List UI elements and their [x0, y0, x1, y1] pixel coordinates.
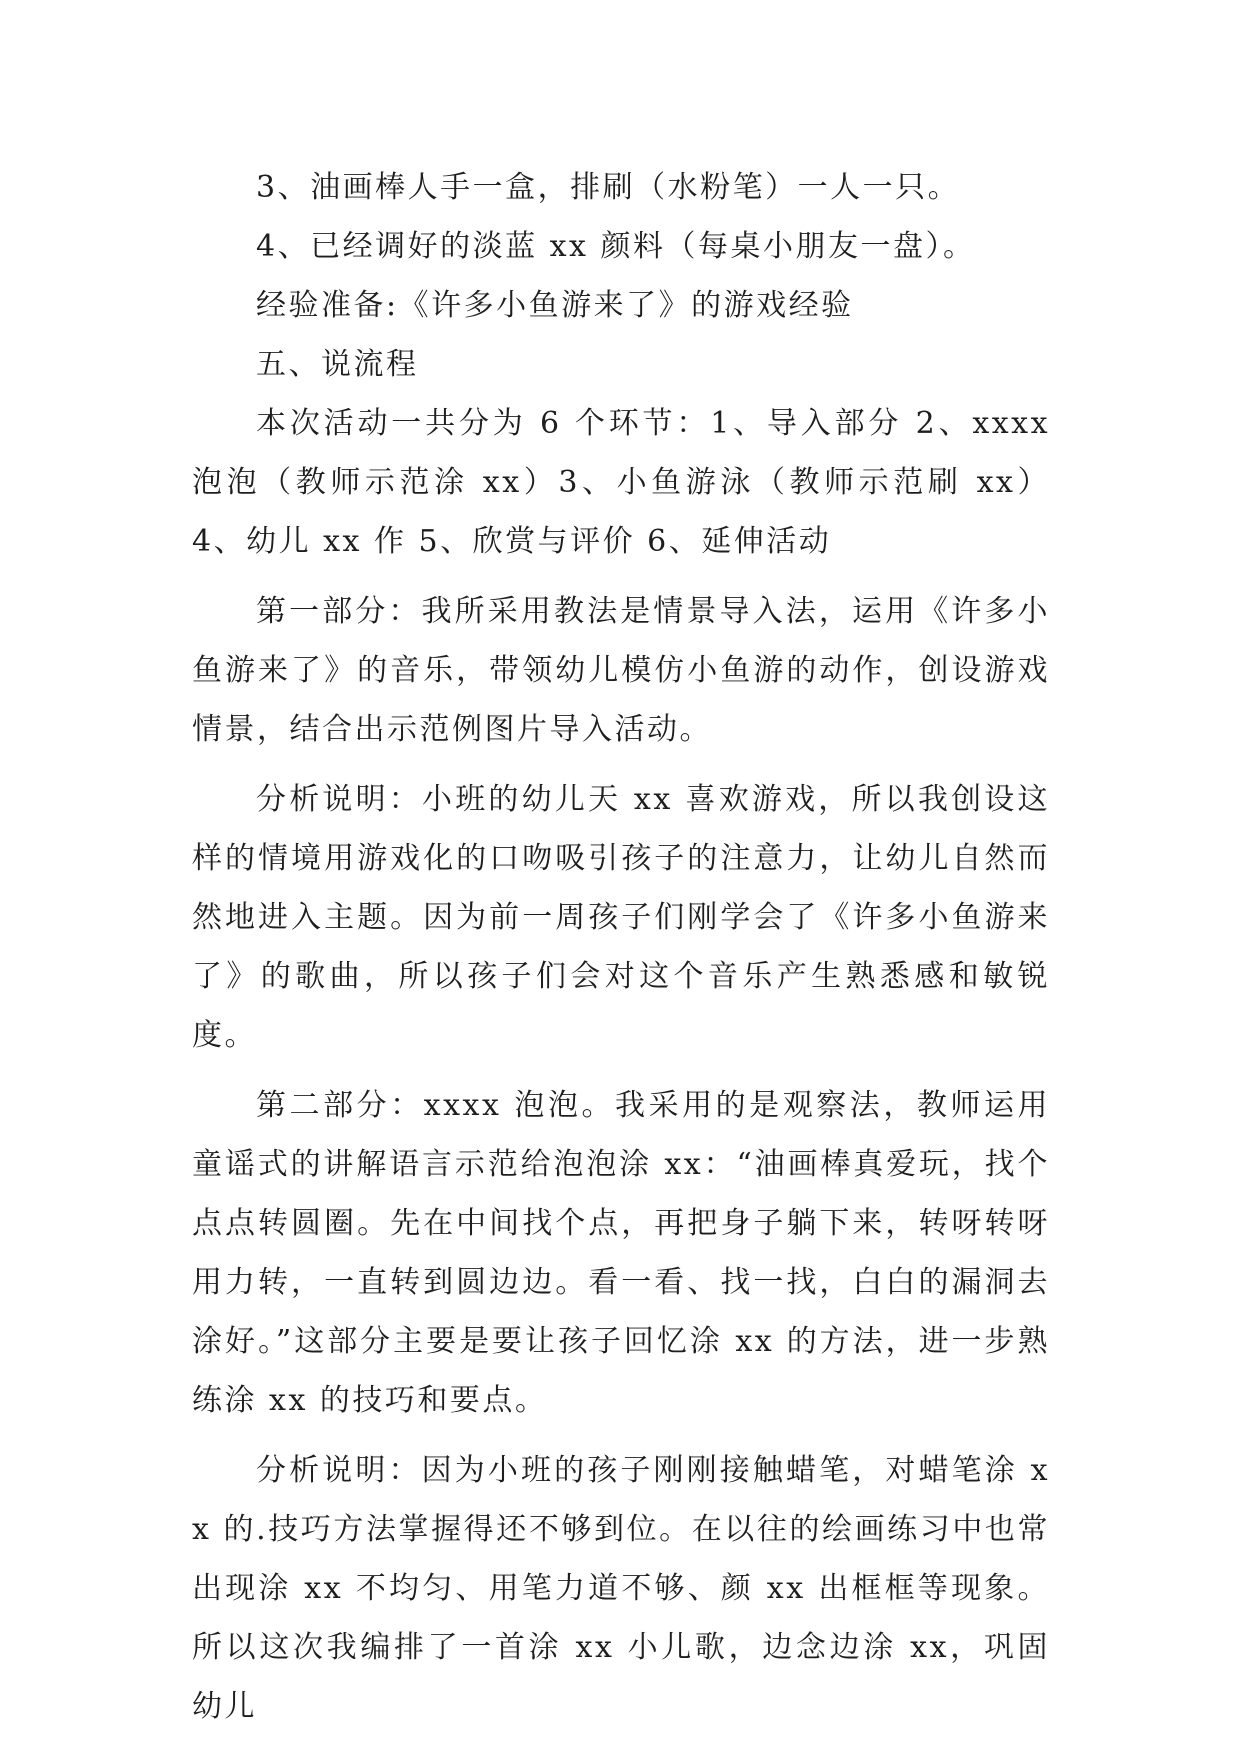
paragraph-materials-paint: 4、已经调好的淡蓝 xx 颜料（每桌小朋友一盘）。: [256, 229, 976, 264]
section-heading-process: 五、说流程: [256, 347, 419, 382]
paragraph-analysis-two: 分析说明：因为小班的孩子刚刚接触蜡笔，对蜡笔涂 xx 的.技巧方法掌握得还不够到位。在以往的绘画练习中也常出现涂 xx 不均匀、用笔力道不够、颜 xx 出框框等现象。所以这次我编排了一首涂 xx 小儿歌，边念边涂 xx，巩固幼儿: [192, 1453, 1050, 1724]
paragraph-experience-preparation: 经验准备:《许多小鱼游来了》的游戏经验: [256, 288, 854, 323]
paragraph-materials-crayons: 3、油画棒人手一盒，排刷（水粉笔）一人一只。: [256, 170, 961, 205]
paragraph-activity-overview: 本次活动一共分为 6 个环节：1、导入部分 2、xxxx 泡泡（教师示范涂 xx）3、小鱼游泳（教师示范刷 xx）4、幼儿 xx 作 5、欣赏与评价 6、延伸活动: [192, 406, 1050, 559]
document-body: [192, 158, 1050, 1736]
paragraph-analysis-one: 分析说明：小班的幼儿天 xx 喜欢游戏，所以我创设这样的情境用游戏化的口吻吸引孩子的注意力，让幼儿自然而然地进入主题。因为前一周孩子们刚学会了《许多小鱼游来了》的歌曲，所以孩子们会对这个音乐产生熟悉感和敏锐度。: [192, 782, 1050, 1053]
paragraph-part-one: 第一部分：我所采用教法是情景导入法，运用《许多小鱼游来了》的音乐，带领幼儿模仿小鱼游的动作，创设游戏情景，结合出示范例图片导入活动。: [192, 594, 1050, 747]
paragraph-part-two: 第二部分：xxxx 泡泡。我采用的是观察法，教师运用童谣式的讲解语言示范给泡泡涂 xx：“油画棒真爱玩，找个点点转圆圈。先在中间找个点，再把身子躺下来，转呀转呀用力转，一直转到圆边边。看一看、找一找，白白的漏洞去涂好。”这部分主要是要让孩子回忆涂 xx 的方法，进一步熟练涂 xx 的技巧和要点。: [192, 1088, 1050, 1418]
